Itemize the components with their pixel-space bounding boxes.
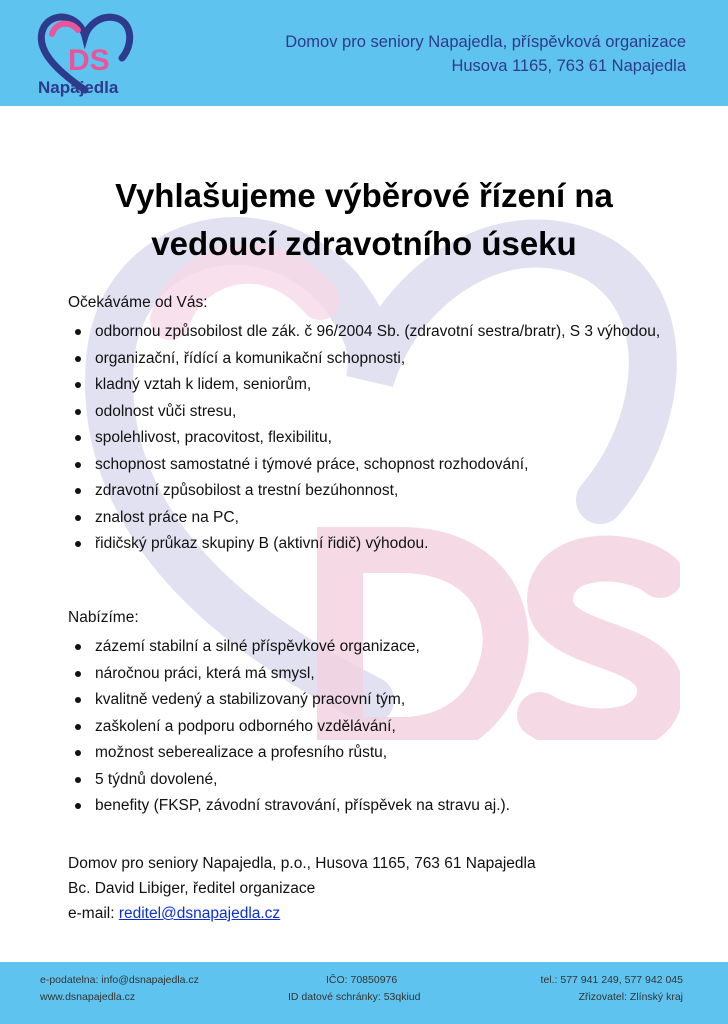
expectations-heading: Očekáváme od Vás:	[68, 294, 208, 311]
bullet-icon	[75, 541, 81, 547]
footer-web-link[interactable]: www.dsnapajedla.cz	[40, 991, 136, 1003]
page-title	[0, 172, 728, 268]
footer-bar	[0, 962, 728, 1024]
list-item: odolnost vůči stresu,	[68, 402, 668, 422]
offers-list	[68, 637, 668, 816]
logo-letters	[66, 40, 126, 76]
offers-heading: Nabízíme:	[68, 609, 139, 626]
footer-founder: Zřizovatel: Zlínský kraj	[578, 991, 683, 1003]
bullet-icon	[75, 356, 81, 362]
list-item: zázemí stabilní a silné příspěvkové organizace,	[68, 637, 668, 657]
list-item: spolehlivost, pracovitost, flexibilitu,	[68, 428, 668, 448]
expectations-section	[68, 294, 668, 561]
footer-phone: tel.: 577 941 249, 577 942 045	[540, 974, 683, 986]
list-item: možnost seberealizace a profesního růstu,	[68, 743, 668, 763]
bullet-icon	[75, 409, 81, 415]
bullet-icon	[75, 488, 81, 494]
bullet-icon	[75, 644, 81, 650]
list-item: schopnost samostatné i týmové práce, schopnost rozhodování,	[68, 455, 668, 475]
contact-email-line	[68, 901, 536, 926]
contact-address: Domov pro seniory Napajedla, p.o., Husova 1165, 763 61 Napajedla	[68, 855, 536, 872]
email-label: e-mail:	[68, 905, 119, 922]
footer-data-box: ID datové schránky: 53qkiud	[288, 991, 421, 1003]
contact-director: Bc. David Libiger, ředitel organizace	[68, 880, 316, 897]
list-item: znalost práce na PC,	[68, 508, 668, 528]
bullet-icon	[75, 515, 81, 521]
list-item: náročnou práci, která má smysl,	[68, 664, 668, 684]
list-item: kvalitně vedený a stabilizovaný pracovní tým,	[68, 690, 668, 710]
bullet-icon	[75, 382, 81, 388]
list-item: kladný vztah k lidem, seniorům,	[68, 375, 668, 395]
bullet-icon	[75, 671, 81, 677]
header-org-name: Domov pro seniory Napajedla, příspěvková organizace	[285, 33, 686, 51]
list-item: 5 týdnů dovolené,	[68, 770, 668, 790]
bullet-icon	[75, 697, 81, 703]
list-item: benefity (FKSP, závodní stravování, příspěvek na stravu aj.).	[68, 796, 668, 816]
footer-ico: IČO: 70850976	[326, 974, 398, 986]
footer-podatelna: e-podatelna: info@dsnapajedla.cz	[40, 974, 199, 986]
offers-section	[68, 609, 668, 823]
list-item: zdravotní způsobilost a trestní bezúhonnost,	[68, 481, 668, 501]
list-item: řidičský průkaz skupiny B (aktivní řidič) výhodou.	[68, 534, 668, 554]
bullet-icon	[75, 777, 81, 783]
bullet-icon	[75, 750, 81, 756]
list-item: odbornou způsobilost dle zák. č 96/2004 Sb. (zdravotní sestra/bratr), S 3 výhodou,	[68, 322, 668, 342]
expectations-list	[68, 322, 668, 554]
title-line-1: Vyhlašujeme výběrové řízení na	[115, 177, 613, 214]
title-line-2: vedoucí zdravotního úseku	[151, 225, 577, 262]
list-item: organizační, řídící a komunikační schopnosti,	[68, 349, 668, 369]
bullet-icon	[75, 462, 81, 468]
list-item: zaškolení a podporu odborného vzdělávání,	[68, 717, 668, 737]
logo-text: Napajedla	[38, 78, 119, 97]
header-bar	[0, 0, 728, 106]
bullet-icon	[75, 435, 81, 441]
bullet-icon	[75, 724, 81, 730]
header-address: Husova 1165, 763 61 Napajedla	[451, 57, 686, 75]
bullet-icon	[75, 329, 81, 335]
contact-block	[68, 851, 536, 926]
email-link[interactable]: reditel@dsnapajedla.cz	[118, 905, 281, 922]
bullet-icon	[75, 803, 81, 809]
svg-text:DS: DS	[68, 44, 110, 76]
